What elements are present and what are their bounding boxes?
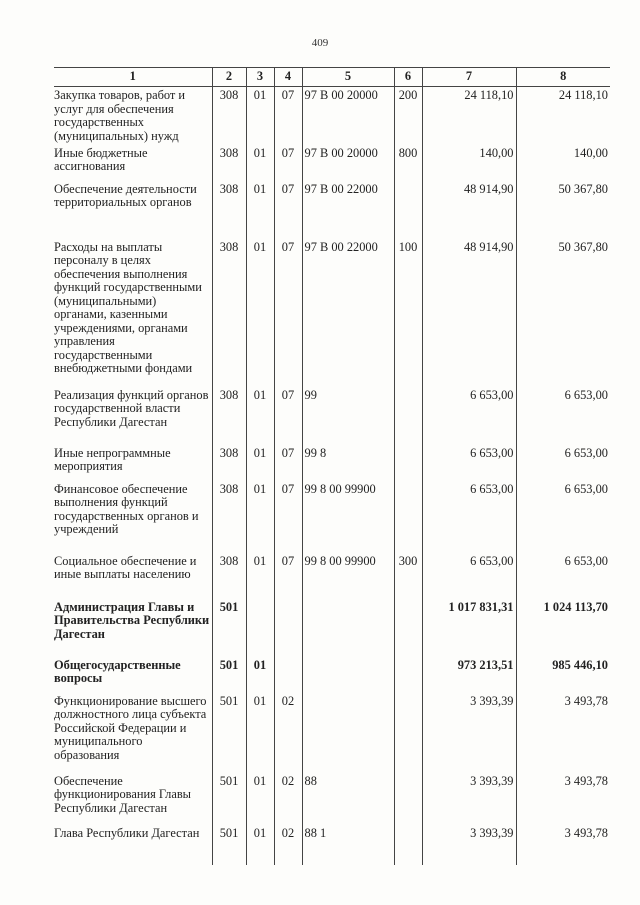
amount-year-2: 6 653,00 [516, 553, 610, 599]
subsection-code: 07 [274, 387, 302, 445]
row-name: Иные непрограммные мероприятия [54, 445, 171, 473]
table-row [54, 481, 610, 553]
amount-year-2: 50 367,80 [516, 181, 610, 239]
expense-type [394, 773, 422, 825]
table-row [54, 773, 610, 825]
expense-type [394, 657, 422, 693]
target-article: 99 8 [302, 445, 394, 481]
row-name: Обеспечение деятельности территориальных органов [54, 181, 197, 209]
subsection-code [274, 657, 302, 693]
ministry-code: 308 [212, 145, 246, 181]
subsection-code: 07 [274, 481, 302, 553]
table-row [54, 181, 610, 239]
amount-year-1: 140,00 [422, 145, 516, 181]
section-code: 01 [246, 481, 274, 553]
table-row [54, 387, 610, 445]
target-article: 97 В 00 22000 [302, 239, 394, 387]
expense-type [394, 181, 422, 239]
amount-year-2: 985 446,10 [516, 657, 610, 693]
amount-year-2: 3 493,78 [516, 825, 610, 865]
subsection-code: 07 [274, 145, 302, 181]
target-article: 97 В 00 20000 [302, 87, 394, 145]
table-row [54, 87, 610, 145]
row-name: Общегосударственные вопросы [54, 657, 181, 685]
row-name: Администрация Главы и Правительства Республики Дагестан [54, 599, 210, 641]
column-header: 8 [516, 68, 610, 87]
subsection-code: 07 [274, 445, 302, 481]
column-header: 7 [422, 68, 516, 87]
section-code: 01 [246, 87, 274, 145]
subsection-code: 02 [274, 825, 302, 865]
subsection-code: 07 [274, 181, 302, 239]
amount-year-1: 48 914,90 [422, 181, 516, 239]
amount-year-2: 6 653,00 [516, 445, 610, 481]
amount-year-1: 6 653,00 [422, 553, 516, 599]
row-name: Закупка товаров, работ и услуг для обеспечения государственных (муниципальных) нужд [54, 88, 186, 143]
column-header: 6 [394, 68, 422, 87]
amount-year-1: 6 653,00 [422, 387, 516, 445]
section-code: 01 [246, 693, 274, 773]
ministry-code: 501 [212, 599, 246, 657]
table-row [54, 145, 610, 181]
target-article: 99 [302, 387, 394, 445]
row-name: Финансовое обеспечение выполнения функций государственных органов и учреждений [54, 481, 199, 536]
amount-year-2: 6 653,00 [516, 481, 610, 553]
section-code: 01 [246, 181, 274, 239]
target-article [302, 657, 394, 693]
ministry-code: 308 [212, 239, 246, 387]
expense-type: 300 [394, 553, 422, 599]
target-article: 99 8 00 99900 [302, 481, 394, 553]
target-article: 88 1 [302, 825, 394, 865]
section-code: 01 [246, 445, 274, 481]
amount-year-2: 6 653,00 [516, 387, 610, 445]
row-name: Иные бюджетные ассигнования [54, 145, 148, 173]
row-name: Расходы на выплаты персоналу в целях обеспечения выполнения функций государственными (муниципальными) органами, казенными учреждениями, органами управления государственными внебюджетными фондами [54, 239, 202, 375]
subsection-code [274, 599, 302, 657]
ministry-code: 501 [212, 693, 246, 773]
table-row [54, 693, 610, 773]
section-code: 01 [246, 553, 274, 599]
amount-year-2: 50 367,80 [516, 239, 610, 387]
expense-type [394, 481, 422, 553]
budget-table [54, 67, 610, 865]
table-row [54, 239, 610, 387]
amount-year-2: 3 493,78 [516, 773, 610, 825]
amount-year-1: 6 653,00 [422, 445, 516, 481]
page-number: 409 [311, 37, 329, 49]
amount-year-2: 1 024 113,70 [516, 599, 610, 657]
ministry-code: 308 [212, 87, 246, 145]
ministry-code: 501 [212, 825, 246, 865]
amount-year-2: 140,00 [516, 145, 610, 181]
amount-year-1: 1 017 831,31 [422, 599, 516, 657]
amount-year-1: 6 653,00 [422, 481, 516, 553]
section-code [246, 599, 274, 657]
target-article [302, 599, 394, 657]
amount-year-1: 24 118,10 [422, 87, 516, 145]
column-header: 4 [274, 68, 302, 87]
expense-type: 200 [394, 87, 422, 145]
ministry-code: 308 [212, 481, 246, 553]
subsection-code: 07 [274, 239, 302, 387]
row-name: Функционирование высшего должностного лица субъекта Российской Федерации и муниципального образования [54, 693, 207, 762]
amount-year-1: 3 393,39 [422, 825, 516, 865]
amount-year-1: 3 393,39 [422, 773, 516, 825]
row-name: Обеспечение функционирования Главы Республики Дагестан [54, 773, 192, 815]
row-name: Социальное обеспечение и иные выплаты населению [54, 553, 197, 581]
subsection-code: 07 [274, 87, 302, 145]
amount-year-1: 3 393,39 [422, 693, 516, 773]
target-article [302, 693, 394, 773]
ministry-code: 308 [212, 553, 246, 599]
amount-year-2: 24 118,10 [516, 87, 610, 145]
section-code: 01 [246, 387, 274, 445]
table-row [54, 553, 610, 599]
section-code: 01 [246, 825, 274, 865]
subsection-code: 07 [274, 553, 302, 599]
section-code: 01 [246, 239, 274, 387]
table-row [54, 657, 610, 693]
subsection-code: 02 [274, 693, 302, 773]
expense-type [394, 387, 422, 445]
table-row [54, 825, 610, 865]
expense-type [394, 693, 422, 773]
table-row [54, 599, 610, 657]
ministry-code: 308 [212, 445, 246, 481]
amount-year-2: 3 493,78 [516, 693, 610, 773]
ministry-code: 308 [212, 181, 246, 239]
column-header: 5 [302, 68, 394, 87]
table-body [54, 87, 610, 865]
table-header [54, 68, 610, 87]
expense-type [394, 445, 422, 481]
target-article: 97 В 00 20000 [302, 145, 394, 181]
ministry-code: 501 [212, 657, 246, 693]
expense-type: 100 [394, 239, 422, 387]
column-header: 2 [212, 68, 246, 87]
section-code: 01 [246, 145, 274, 181]
expense-type: 800 [394, 145, 422, 181]
target-article: 97 В 00 22000 [302, 181, 394, 239]
row-name: Реализация функций органов государственной власти Республики Дагестан [54, 387, 209, 429]
ministry-code: 308 [212, 387, 246, 445]
section-code: 01 [246, 773, 274, 825]
ministry-code: 501 [212, 773, 246, 825]
expense-type [394, 825, 422, 865]
amount-year-1: 48 914,90 [422, 239, 516, 387]
section-code: 01 [246, 657, 274, 693]
target-article: 88 [302, 773, 394, 825]
column-header: 3 [246, 68, 274, 87]
target-article: 99 8 00 99900 [302, 553, 394, 599]
row-name: Глава Республики Дагестан [54, 825, 200, 840]
subsection-code: 02 [274, 773, 302, 825]
amount-year-1: 973 213,51 [422, 657, 516, 693]
expense-type [394, 599, 422, 657]
table-row [54, 445, 610, 481]
column-header: 1 [54, 68, 212, 87]
